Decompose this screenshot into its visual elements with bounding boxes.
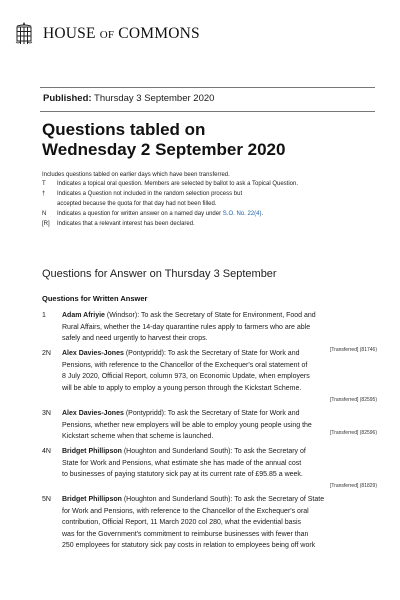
- page-header: [15, 22, 200, 46]
- question-line: contribution, Official Report, 11 March 2020 col 280, what the evidential basis: [62, 519, 302, 526]
- key-text: Indicates that a relevant interest has been declared.: [57, 221, 195, 227]
- key-symbol: N: [42, 211, 47, 217]
- question-line: Rural Affairs, whether the 14-day quarantine rules apply to farmers who are able: [62, 323, 311, 331]
- member-name: Bridget Phillipson: [62, 448, 122, 455]
- question-reference: [Transferred] (82595): [329, 397, 377, 403]
- question-number: 1: [42, 312, 46, 319]
- question-body: [62, 446, 372, 481]
- section-heading: Questions for Answer on Thursday 3 September: [42, 268, 277, 280]
- question-line: Kickstart scheme when that scheme is launched.: [62, 433, 214, 440]
- question-line: (Windsor): To ask the Secretary of State for Environment, Food and: [104, 312, 316, 319]
- key-text: Indicates a topical oral question. Members are selected by ballot to ask a Topical Question.: [57, 181, 299, 187]
- question-line: Pensions, whether new employers will be able to employ young people using the: [62, 421, 312, 429]
- question-body: [62, 348, 372, 394]
- title-line-1: Questions tabled on: [42, 120, 206, 139]
- question-line: will be able to apply to employ a young person through the Kickstart Scheme.: [62, 384, 302, 392]
- org-name-part2: COMMONS: [118, 25, 200, 42]
- published-text: [43, 93, 214, 104]
- intro-text: Includes questions tabled on earlier days which have been transferred.: [42, 172, 230, 178]
- key-text: accepted because the quota for that day had not been filled.: [57, 201, 217, 207]
- question-line: Pensions, with reference to the Chancellor of the Exchequer's oral statement of: [62, 361, 308, 369]
- key-text: Indicates a Question not included in the random selection process but: [57, 191, 243, 197]
- question-number: 5N: [42, 496, 51, 503]
- question-line: for Work and Pensions, with reference to the Chancellor of the Exchequer's oral: [62, 507, 309, 515]
- title-line-2: Wednesday 2 September 2020: [42, 140, 286, 159]
- published-bar: [40, 87, 375, 112]
- question-reference: [Transferred] (81746): [329, 347, 377, 353]
- page-title: [42, 120, 372, 160]
- key-symbol: T: [42, 181, 46, 187]
- question-number: 3N: [42, 410, 51, 417]
- key-symbol: [R]: [42, 221, 50, 227]
- key-text-after: .: [261, 211, 264, 217]
- question-reference: [Transferred] (82596): [329, 430, 377, 436]
- org-name-of: OF: [99, 29, 115, 41]
- org-name-part1: HOUSE: [43, 25, 96, 42]
- org-name: [43, 25, 200, 43]
- key-text: [57, 211, 357, 217]
- question-line: safely and need urgently to harvest their crops.: [62, 335, 208, 342]
- question-line: 8 July 2020, Official Report, column 973, on Economic Update, when employers: [62, 373, 310, 380]
- standing-order-link[interactable]: S.O. No. 22(4): [222, 211, 262, 217]
- question-line: State for Work and Pensions, what estimate she has made of the annual cost: [62, 459, 302, 467]
- portcullis-icon: [15, 22, 33, 46]
- member-name: Alex Davies-Jones: [62, 410, 124, 417]
- member-name: Alex Davies-Jones: [62, 350, 124, 357]
- question-body: [62, 408, 372, 443]
- question-line: (Pontypridd): To ask the Secretary of State for Work and: [123, 410, 300, 417]
- question-line: was for the Government's commitment to reimburse businesses with fewer than: [62, 530, 309, 538]
- question-line: to businesses of paying statutory sick pay at its current rate of £95.85 a week.: [62, 471, 303, 478]
- member-name: Bridget Phillipson: [62, 496, 122, 503]
- question-number: 4N: [42, 448, 51, 455]
- question-number: 2N: [42, 350, 51, 357]
- sub-heading: Questions for Written Answer: [42, 294, 148, 303]
- question-body: [62, 310, 372, 345]
- published-date: Thursday 3 September 2020: [94, 93, 215, 104]
- question-line: 250 employees for statutory sick pay costs in relation to employees being off work: [62, 542, 316, 549]
- published-label: Published:: [43, 93, 92, 104]
- question-line: (Houghton and Sunderland South): To ask the Secretary of State: [121, 496, 325, 503]
- member-name: Adam Afriyie: [62, 312, 105, 319]
- question-line: (Houghton and Sunderland South): To ask the Secretary of: [121, 448, 306, 455]
- question-reference: [Transferred] (81829): [329, 483, 377, 489]
- question-body: [62, 494, 372, 552]
- question-line: (Pontypridd): To ask the Secretary of State for Work and: [123, 350, 300, 357]
- key-symbol: †: [42, 191, 46, 197]
- key-text-main: Indicates a question for written answer on a named day under: [57, 211, 222, 217]
